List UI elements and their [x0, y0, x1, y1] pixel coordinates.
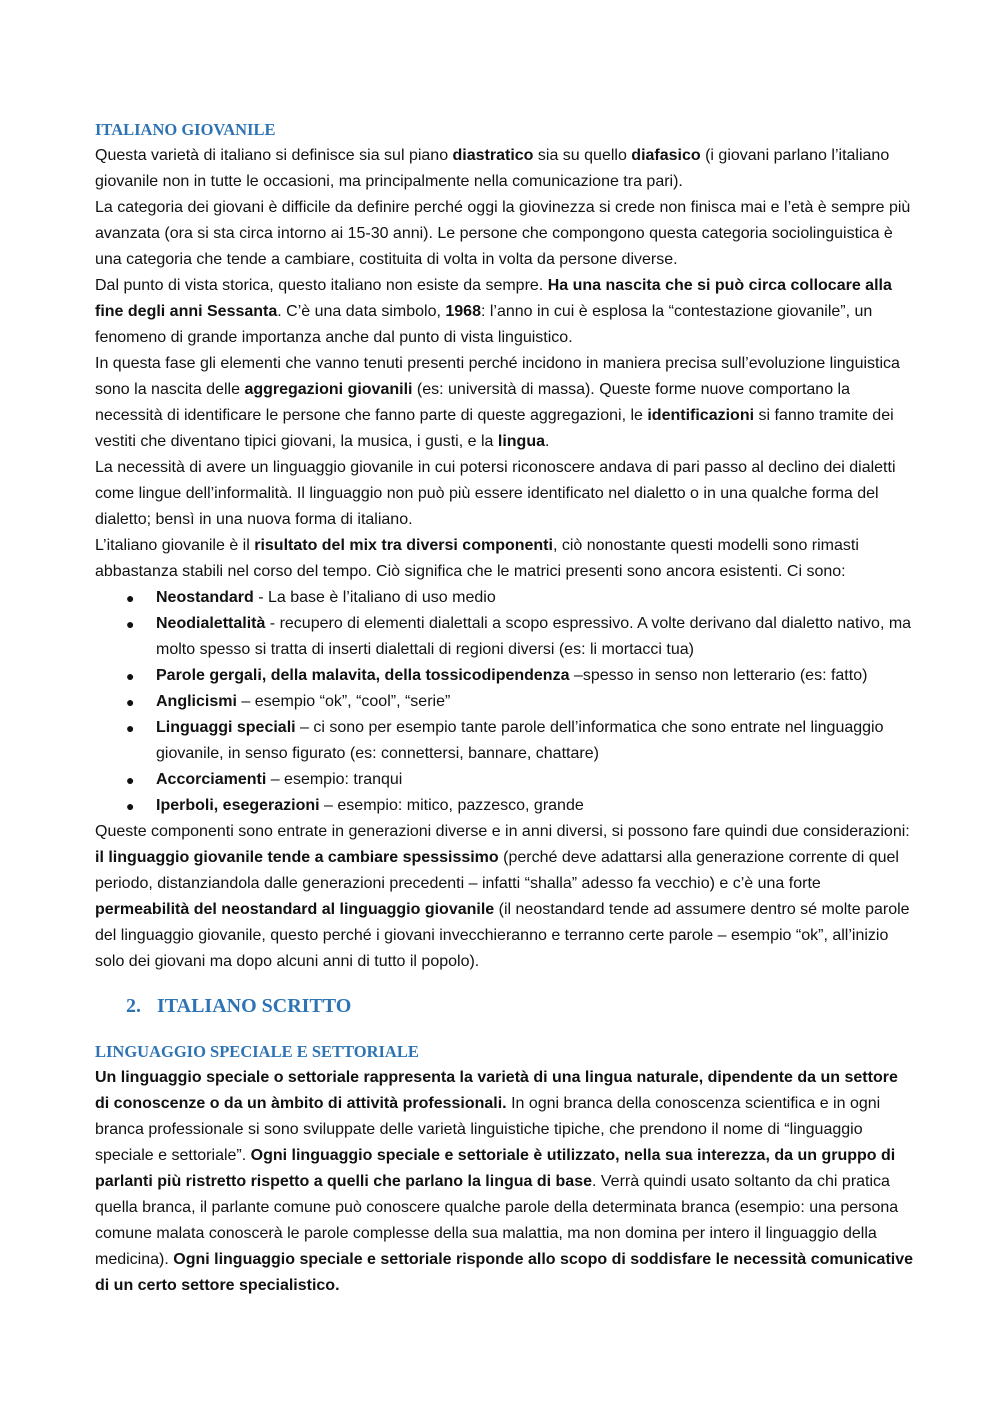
text-run: . C’è una data simbolo,	[277, 303, 446, 320]
paragraph	[95, 351, 915, 455]
paragraph	[95, 273, 915, 351]
section-number: 2.	[126, 995, 141, 1017]
list-item	[95, 689, 915, 715]
list-item	[95, 611, 915, 663]
list-item	[95, 585, 915, 611]
bold-text: Accorciamenti	[156, 771, 267, 788]
paragraph	[95, 143, 915, 195]
text-run: (i giovani parlano l’italiano giovanile non in tutte le occasioni, ma principalmente nella comunicazione tra pari).	[95, 147, 890, 190]
list-item	[95, 793, 915, 819]
bold-text: 1968	[445, 303, 481, 320]
bullet-icon: ●	[126, 668, 135, 684]
text-run: (es: università di massa). Queste forme nuove comportano la necessità di identificare le persone che fanno parte di queste aggregazioni, le	[95, 381, 850, 424]
bullet-icon: ●	[126, 694, 135, 710]
text-run: sia su quello	[533, 147, 632, 164]
text-run: - La base è l’italiano di uso medio	[253, 589, 496, 606]
bold-text: Parole gergali, della malavita, della tossicodipendenza	[156, 667, 570, 684]
bold-text: Neodialettalità	[156, 615, 266, 632]
paragraph: La necessità di avere un linguaggio giovanile in cui potersi riconoscere andava di pari passo al declino dei dialetti come lingue dell’informalità. Il linguaggio non può più essere identificato nel dialetto o in una qualche forma del dialetto; bensì in una nuova forma di italiano.	[95, 459, 896, 528]
text-run: - recupero di elementi dialettali a scopo espressivo. A volte derivano dal dialetto nativo, ma molto spesso si tratta di inserti dialettali di regioni diversi (es: li mortacci tua)	[156, 615, 912, 658]
bold-text: risultato del mix tra diversi componenti	[254, 537, 553, 554]
text-run: L’italiano giovanile è il	[95, 537, 255, 554]
text-run: – esempio: mitico, pazzesco, grande	[319, 797, 584, 814]
list-item	[95, 715, 915, 767]
bold-text: diafasico	[631, 147, 701, 164]
list-item	[95, 767, 915, 793]
bold-text: Neostandard	[156, 589, 254, 606]
document-page	[95, 117, 915, 1299]
bold-text: Ha una nascita che si può circa collocare alla fine degli anni Sessanta	[95, 277, 892, 320]
list-item	[95, 663, 915, 689]
text-run: si fanno tramite dei vestiti che diventano tipici giovani, la musica, i gusti, e la	[95, 407, 894, 450]
bold-text: Ogni linguaggio speciale e settoriale è utilizzato, nella sua interezza, da un gruppo di parlanti più ristretto rispetto a quelli che parlano la lingua di base	[95, 1147, 896, 1190]
subheading-linguaggio-speciale: LINGUAGGIO SPECIALE E SETTORIALE	[95, 1042, 419, 1061]
section-title: ITALIANO SCRITTO	[157, 995, 352, 1017]
text-run: (il neostandard tende ad assumere dentro sé molte parole del linguaggio giovanile, questo perché i giovani invecchieranno e terranno certe parole – esempio “ok”, all’inizio solo dei giovani ma dopo alcuni anni di tutto il popolo).	[95, 901, 910, 970]
text-run: Questa varietà di italiano si definisce sia sul piano	[95, 147, 453, 164]
bold-text: Iperboli, esegerazioni	[156, 797, 320, 814]
text-run: In questa fase gli elementi che vanno tenuti presenti perché incidono in maniera precisa sull’evoluzione linguistica sono la nascita delle	[95, 355, 900, 398]
paragraph: La categoria dei giovani è difficile da definire perché oggi la giovinezza si crede non finisca mai e l’età è sempre più avanzata (ora si sta circa intorno ai 15-30 anni). Le persone che compongono questa categoria sociolinguistica è una categoria che tende a cambiare, costituita di volta in volta da persone diverse.	[95, 199, 911, 268]
bold-text: Anglicismi	[156, 693, 237, 710]
text-run: In ogni branca della conoscenza scientifica e in ogni branca professionale si sono sviluppate delle varietà linguistiche tipiche, che prendono il nome di “linguaggio speciale e settoriale”.	[95, 1095, 881, 1164]
section-heading-italiano-scritto	[126, 993, 915, 1019]
text-run: Dal punto di vista storica, questo italiano non esiste da sempre.	[95, 277, 548, 294]
paragraph	[95, 533, 915, 585]
bullet-icon: ●	[126, 616, 135, 632]
bold-text: Un linguaggio speciale o settoriale rappresenta la varietà di una lingua naturale, dipendente da un settore di conoscenze o da un àmbito di attività professionali.	[95, 1069, 898, 1112]
text-run: –spesso in senso non letterario (es: fatto)	[569, 667, 868, 684]
bold-text: identificazioni	[647, 407, 755, 424]
bullet-icon: ●	[126, 772, 135, 788]
bold-text: diastratico	[452, 147, 534, 164]
bullet-icon: ●	[126, 798, 135, 814]
text-run: – esempio “ok”, “cool”, “serie”	[236, 693, 451, 710]
text-run: . Verrà quindi usato soltanto da chi pratica quella branca, il parlante comune può conoscere qualche parole della determinata branca (esempio: una persona comune malata conoscerà le parole complesse della sua malattia, ma non domina per intero il linguaggio della medicina).	[95, 1173, 899, 1268]
text-run: Queste componenti sono entrate in generazioni diverse e in anni diversi, si possono fare quindi due considerazioni:	[95, 823, 910, 840]
component-list	[95, 585, 915, 819]
bold-text: Ogni linguaggio speciale e settoriale risponde allo scopo di soddisfare le necessità comunicative di un certo settore specialistico.	[95, 1251, 914, 1294]
text-run: – esempio: tranqui	[266, 771, 403, 788]
section-heading-italiano-giovanile: ITALIANO GIOVANILE	[95, 120, 276, 139]
bold-text: il linguaggio giovanile tende a cambiare spessissimo	[95, 849, 499, 866]
text-run: .	[544, 433, 550, 450]
bold-text: permeabilità del neostandard al linguaggio giovanile	[95, 901, 495, 918]
paragraph	[95, 1065, 915, 1299]
bold-text: Linguaggi speciali	[156, 719, 296, 736]
text-run: – ci sono per esempio tante parole dell’informatica che sono entrate nel linguaggio giovanile, in senso figurato (es: connettersi, bannare, chattare)	[156, 719, 884, 762]
bold-text: lingua	[497, 433, 545, 450]
bullet-icon: ●	[126, 720, 135, 736]
paragraph	[95, 819, 915, 975]
bullet-icon: ●	[126, 590, 135, 606]
text-run: , ciò nonostante questi modelli sono rimasti abbastanza stabili nel corso del tempo. Ciò significa che le matrici presenti sono ancora esistenti. Ci sono:	[95, 537, 859, 580]
bold-text: aggregazioni giovanili	[244, 381, 413, 398]
text-run: : l’anno in cui è esplosa la “contestazione giovanile”, un fenomeno di grande importanza anche dal punto di vista linguistico.	[95, 303, 873, 346]
text-run: (perché deve adattarsi alla generazione corrente di quel periodo, distanziandola dalle generazioni precedenti – infatti “shalla” adesso fa vecchio) e c’è una forte	[95, 849, 899, 892]
